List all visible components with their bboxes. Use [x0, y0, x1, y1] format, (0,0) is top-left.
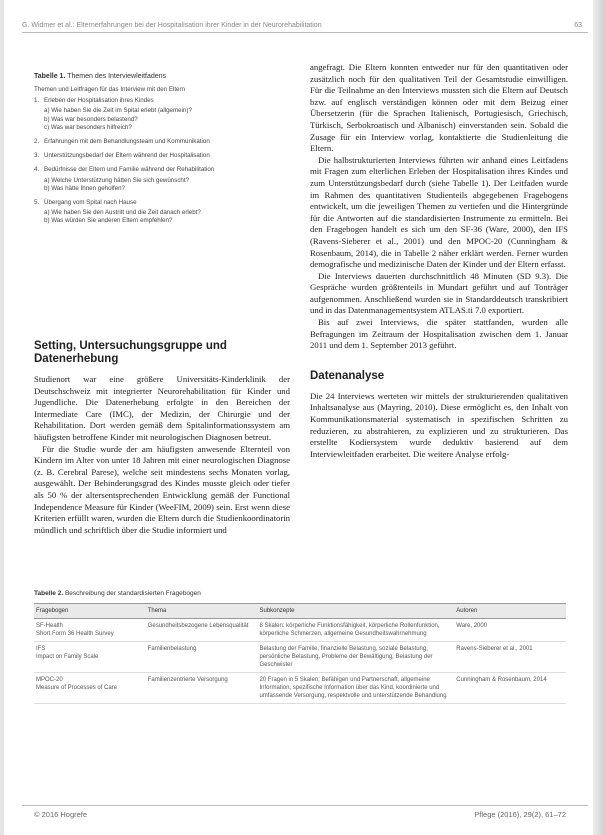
table2-caption-label: Tabelle 2. — [34, 590, 64, 597]
table-cell: SF-Health Short Form 36 Health Survey — [34, 619, 146, 642]
table1-subitem: a) Wie haben Sie die Zeit im Spital erlebt (allgemein)? — [44, 107, 192, 115]
page-number: 63 — [574, 22, 582, 29]
table1-item-text: Erfahrungen mit dem Behandlungsteam und Kommunikation — [44, 138, 210, 146]
footer-citation: Pflege (2016), 29(2), 61–72 — [474, 810, 566, 819]
table1-intro: Themen und Leitfragen für das Interview mit den Eltern — [34, 86, 185, 93]
table-cell: IFS Impact on Family Scale — [34, 642, 146, 673]
table1-item — [34, 152, 290, 160]
table1-item-number: 2. — [34, 138, 40, 146]
table1-item — [34, 97, 290, 132]
paragraph: Bis auf zwei Interviews, die später stattfanden, wurden alle Befragungen im Zeitraum der Hospitalisation zwischen dem 1. Januar 2011 und dem 1. September 2013 geführt. — [310, 317, 568, 351]
section-heading-setting: Setting, Untersuchungsgruppe und Datenerhebung — [34, 340, 227, 365]
table1-item — [34, 199, 290, 226]
table-cell: Familienbelastung — [146, 642, 258, 673]
table2 — [34, 603, 566, 704]
table-cell: Belastung der Familie, finanzielle Belastung, soziale Belastung, persönliche Belastung, Probleme der Bewältigung, Belastung der Geschwister — [257, 642, 454, 673]
table1-subitem: b) Was würden Sie anderen Eltern empfehlen? — [44, 217, 173, 225]
table1-subitems — [34, 177, 290, 193]
page-edge-left — [0, 0, 4, 835]
table1-item — [34, 138, 290, 146]
paragraph: angefragt. Die Eltern konnten entweder nur für den quantitativen oder zusätzlich noch für den qualitativen Teil der Gesamtstudie einwilligen. Für die Teilnahme an den Interviews mussten sich die Eltern auf Deutsch bzw. auf englisch verständigen können oder mit dem Beizug einer Übersetzerin (für die Sprachen Italienisch, Portugiesisch, Griechisch, Türkisch, Serbokroatisch und Albanisch) einverstanden sein. Sobald die Zusage für ein Interview vorlag, kontaktierte die Studienleitung die Eltern. — [310, 62, 568, 154]
table-cell: 20 Fragen in 5 Skalen: Befähigen und Partnerschaft, allgemeine Information, spezifische Information über das Kind, koordinierte und umfassende Versorgung, respektvolle und unterstützende Behandlung — [257, 673, 454, 704]
column-header: Subkonzepte — [257, 604, 454, 619]
table1-item-number: 4. — [34, 166, 40, 174]
paragraph: Die 24 Interviews werteten wir mittels der strukturierenden qualitativen Inhaltsanalyse aus (Mayring, 2010). Diese ermöglicht es, den Inhalt von Kommunikationsmaterial systematisch in spezifischen Schritten zu reduzieren, zu abstrahieren, zu explizieren und zu strukturieren. Das erstellte Kodiersystem wurde deduktiv basierend auf dem Interviewleitfaden erarbeitet. Die weitere Analyse erfolg- — [310, 390, 568, 459]
table2-header-row — [34, 604, 566, 619]
table1-subitem: c) Was war besonders hilfreich? — [44, 123, 132, 131]
table1-subitem: a) Welche Unterstützung hätten Sie sich gewünscht? — [44, 176, 190, 184]
left-column — [34, 68, 290, 535]
paragraph: Studienort war eine größere Universitäts-Kinderklinik der Deutschschweiz mit integrierter Neurorehabilitation für Kinder und Jugendliche. Die Datenerhebung erfolgte in den Bereichen der Intermediate Care (IMC), der Medizin, der Chirurgie und der Rehabilitation. Dort werden gemäß dem Spitalinformationssystem am häufigsten betroffene Kinder mit neurologischen Diagnosen betreut. — [34, 374, 290, 442]
table1-item-text: Erleben der Hospitalisation ihres Kindes — [44, 97, 154, 105]
table1-item-number: 3. — [34, 152, 40, 160]
column-header: Thema — [146, 604, 258, 619]
paragraph: Die Interviews dauerten durchschnittlich 48 Minuten (SD 9.3). Die Gespräche wurden größtenteils in Mundart geführt und auf Tonträger aufgenommen. Anschließend wurden sie in Standarddeutsch transkribiert und in das Datenmanagementsystem ATLAS.ti 7.0 exportiert. — [310, 270, 568, 316]
table1-caption-label: Tabelle 1. — [34, 73, 66, 80]
table1-item-text: Übergang vom Spital nach Hause — [44, 199, 137, 207]
table1-subitem: b) Was hätte Ihnen geholfen? — [44, 184, 125, 192]
table1-subitems — [34, 107, 290, 132]
table1-caption — [34, 73, 290, 80]
table1-item — [34, 166, 290, 193]
table-cell: Ravens-Sieberer et al., 2001 — [454, 642, 566, 673]
table2-caption — [34, 590, 201, 597]
running-header-title: G. Widmer et al.: Elternerfahrungen bei der Hospitalisation ihrer Kinder in der Neurorehabilitation — [22, 22, 322, 29]
table1-items — [34, 97, 290, 225]
paragraph: Für die Studie wurde der am häufigsten anwesende Elternteil von Kindern im Alter von unter 18 Jahren mit einer neurologischen Diagnose (z. B. Cerebral Parese), welche seit mindestens sechs Monaten vorlag, ausgewählt. Der Behinderungsgrad des Kindes musste gleich oder tiefer als 50 % der altersentsprechenden Entwicklung gemäß der Functional Independence Measure für Kinder (WeeFIM, 2009) sein. Erst wenn diese Kriterien erfüllt waren, wurden die Eltern durch die Studienkoordinatorin mündlich und schriftlich über die Studie informiert und — [34, 443, 290, 535]
table-cell: Ware, 2000 — [454, 619, 566, 642]
section-setting — [34, 340, 290, 536]
paragraph: Die halbstrukturierten Interviews führten wir anhand eines Leitfadens mit Fragen zum elterlichen Erleben der Hospitalisation ihres Kindes und zum Unterstützungsbedarf durch (siehe Tabelle 1). Der Leitfaden wurde im Rahmen des quantitativen Studienteils abgegebenen Fragebogens entwickelt, um die jeweiligen Themen zu vertiefen und die Hintergründe für die Antworten auf die standardisierten Instrumente zu ermitteln. Bei den Fragebogen handelt es sich um den SF-36 (Ware, 2000), den IFS (Ravens-Sieberer et al., 2001) und den MPOC-20 (Cunningham & Rosenbaum, 2014), die in Tabelle 2 näher erklärt werden. Ferner wurden demografische und medizinische Daten der Kinder und der Eltern erfasst. — [310, 154, 568, 270]
table-cell: MPOC-20 Measure of Processes of Care — [34, 673, 146, 704]
table-row — [34, 642, 566, 673]
table1-subitem: a) Wie haben Sie den Austritt und die Zeit danach erlebt? — [44, 209, 201, 217]
right-column — [310, 62, 568, 460]
page-footer — [34, 810, 566, 819]
footer-rule — [22, 805, 588, 806]
table2-caption-text: Beschreibung der standardisierten Fragebogen — [64, 590, 201, 597]
header-rule — [22, 32, 588, 33]
running-header — [22, 22, 582, 29]
table-cell: 8 Skalen: körperliche Funktionsfähigkeit, körperliche Rollenfunktion, körperliche Schmerzen, allgemeine Gesundheitswahrnehmung — [257, 619, 454, 642]
column-header: Autoren — [454, 604, 566, 619]
table-row — [34, 673, 566, 704]
page-edge-shadow — [593, 0, 605, 835]
table1-item-text: Unterstützungsbedarf der Eltern während der Hospitalisation — [44, 152, 210, 160]
table1-item-text: Bedürfnisse der Eltern und Familie während der Rehabilitation — [44, 166, 215, 174]
table1-item-number: 1. — [34, 97, 40, 105]
section-heading-datenanalyse: Datenanalyse — [310, 369, 385, 382]
table1-subitems — [34, 209, 290, 225]
table2-body — [34, 619, 566, 704]
table1 — [34, 86, 290, 226]
table-cell: Familienzentrierte Versorgung — [146, 673, 258, 704]
table-row — [34, 619, 566, 642]
table-cell: Cunningham & Rosenbaum, 2014 — [454, 673, 566, 704]
table1-caption-text: Themen des Interviewleitfadens — [67, 73, 167, 80]
table-cell: Gesundheitsbezogene Lebensqualität — [146, 619, 258, 642]
table1-item-number: 5. — [34, 199, 40, 207]
table1-subitem: b) Was war besonders belastend? — [44, 115, 138, 123]
footer-copyright: © 2016 Hogrefe — [34, 810, 88, 819]
column-header: Fragebogen — [34, 604, 146, 619]
